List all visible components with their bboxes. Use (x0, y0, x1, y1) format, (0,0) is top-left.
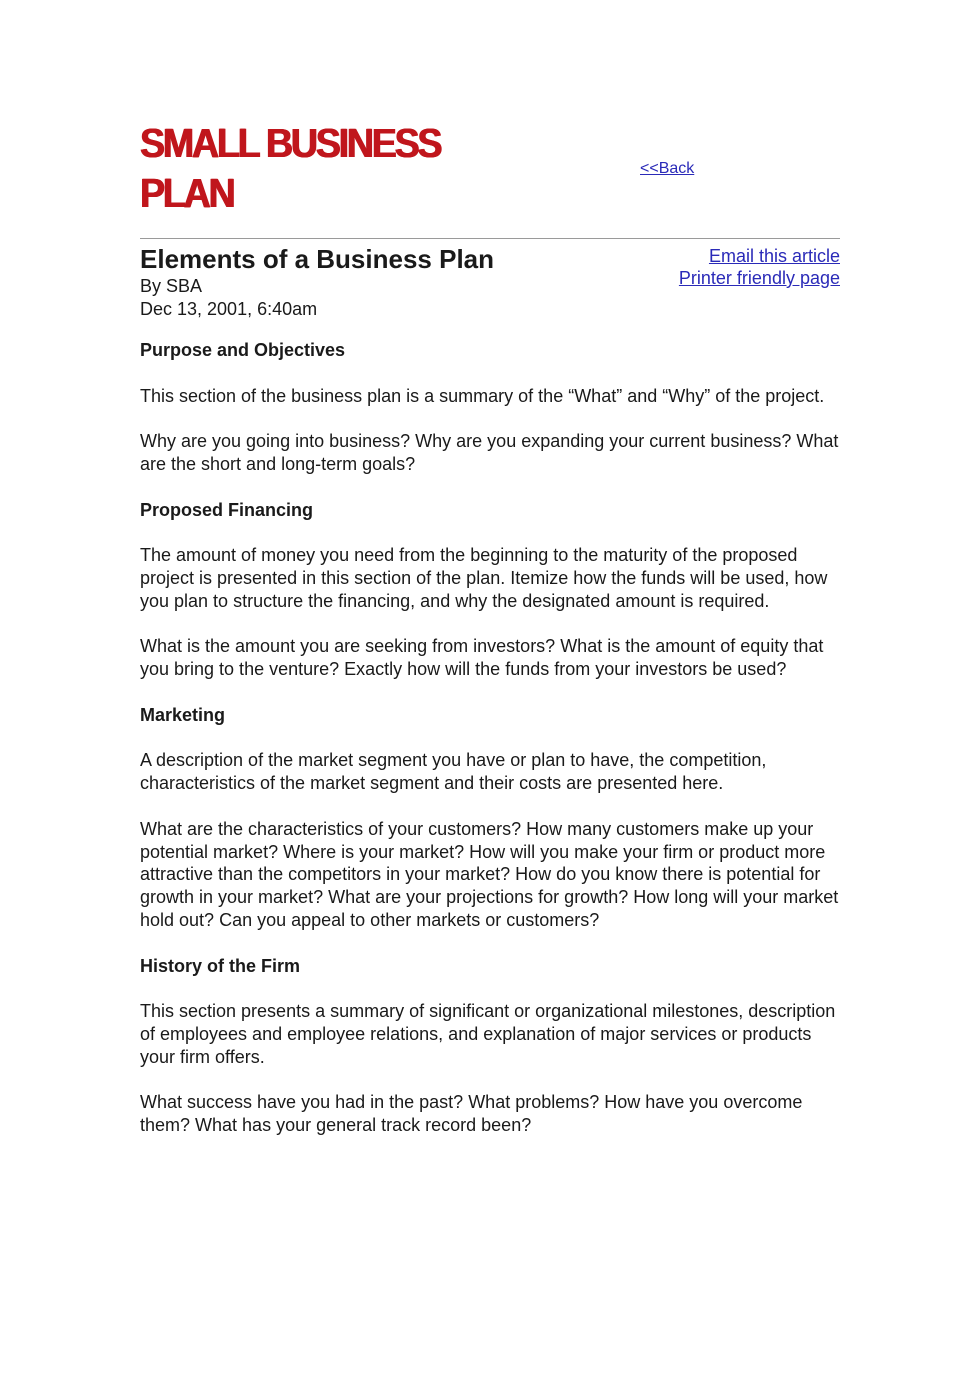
article-body (140, 339, 840, 1160)
section-paragraph: This section presents a summary of significant or organizational milestones, description of employees and employee relations, and explanation of major services or products your firm offers. (140, 1001, 836, 1067)
article-date: Dec 13, 2001, 6:40am (140, 299, 318, 319)
article-byline: By SBA (140, 276, 203, 296)
section-heading: Purpose and Objectives (140, 340, 346, 360)
back-link[interactable]: <<Back (640, 160, 695, 177)
article-tools (679, 245, 840, 289)
section-paragraph: The amount of money you need from the beginning to the maturity of the proposed project is presented in this section of the plan. Itemize how the funds will be used, how you plan to structure the financing, and why the designated amount is required. (140, 545, 828, 611)
section-paragraph: Why are you going into business? Why are you expanding your current business? What are the short and long-term goals? (140, 431, 839, 474)
banner-line-1: SMALL BUSINESS (140, 120, 441, 166)
article-title: Elements of a Business Plan (140, 244, 495, 274)
section-paragraph: What success have you had in the past? What problems? How have you overcome them? What has your general track record been? (140, 1092, 803, 1136)
header-divider (140, 238, 840, 239)
section-paragraph: What is the amount you are seeking from investors? What is the amount of equity that you bring to the venture? Exactly how will the funds from your investors be used? (140, 636, 824, 680)
section-paragraph: A description of the market segment you have or plan to have, the competition, characteristics of the market segment and their costs are presented here. (140, 750, 767, 794)
banner-logo (140, 118, 444, 218)
section-marketing (140, 704, 840, 932)
section-heading: Proposed Financing (140, 499, 314, 520)
printer-friendly-link[interactable]: Printer friendly page (678, 268, 840, 288)
section-heading: History of the Firm (140, 955, 301, 976)
email-article-link[interactable]: Email this article (708, 246, 840, 266)
section-paragraph: This section of the business plan is a summary of the “What” and “Why” of the project. (140, 385, 825, 406)
section-financing (140, 499, 840, 681)
banner-line-2: PLAN (140, 170, 234, 216)
section-paragraph: What are the characteristics of your customers? How many customers make up your potential market? Where is your market? How will you make your firm or product more attractive than the competitors in your market? How do you know there is potential for growth in your market? What are your projections for growth? How long will your market hold out? Can you appeal to other markets or customers? (140, 818, 839, 930)
section-history (140, 955, 840, 1137)
section-heading: Marketing (140, 704, 226, 725)
section-purpose (140, 339, 840, 476)
